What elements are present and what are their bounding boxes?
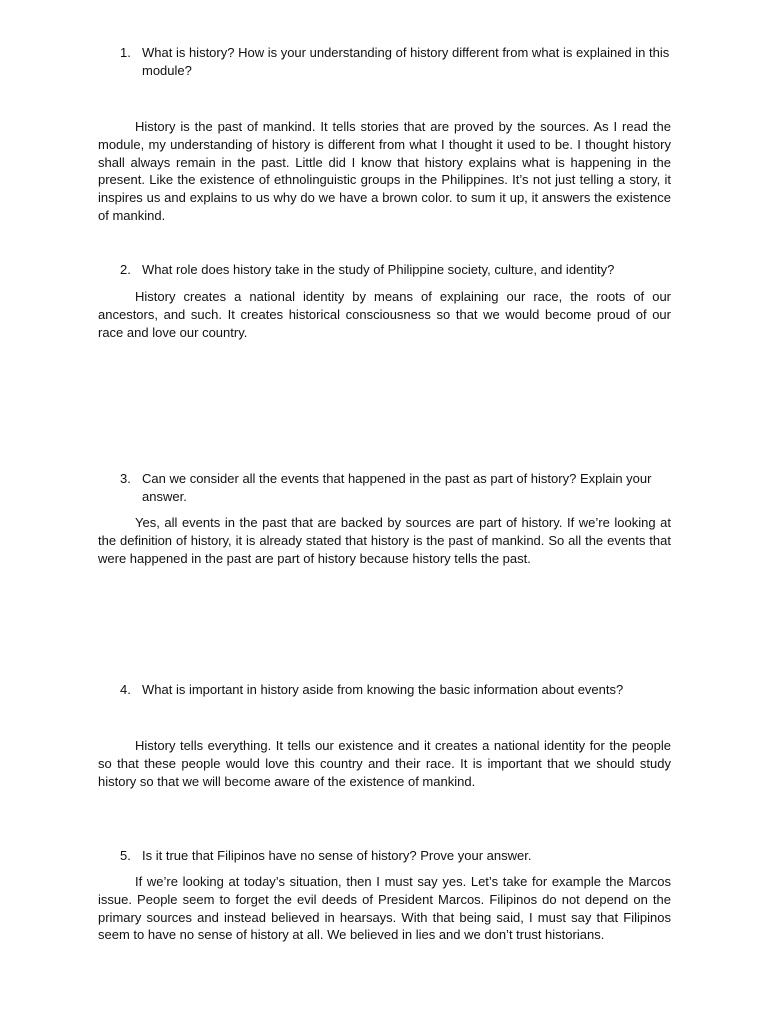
- question-5: [98, 847, 671, 865]
- question-2-number: 2.: [120, 262, 131, 277]
- question-2: [98, 261, 671, 279]
- question-1: [98, 44, 671, 80]
- question-5-prompt: [98, 847, 671, 865]
- answer-2-text: History creates a national identity by means of explaining our race, the roots of our ancestors, and such. It creates historical consciousness so that we would become proud of our race and love our country.: [98, 289, 671, 340]
- answer-4: [98, 737, 671, 790]
- question-3-number: 3.: [120, 471, 131, 486]
- answer-5-text: If we’re looking at today’s situation, then I must say yes. Let’s take for example the Marcos issue. People seem to forget the evil deeds of President Marcos. Filipinos do not depend on the primary sources and instead believed in hearsays. With that being said, I must say that Filipinos seem to have no sense of history at all. We believed in lies and we don’t trust historians.: [98, 874, 671, 943]
- question-5-text: Is it true that Filipinos have no sense of history? Prove your answer.: [142, 848, 532, 863]
- question-1-number: 1.: [120, 45, 131, 60]
- question-2-prompt: [98, 261, 671, 279]
- question-4-prompt: [98, 681, 671, 699]
- answer-4-text: History tells everything. It tells our existence and it creates a national identity for the people so that these people would love this country and their race. It is important that we should study history so that we will become aware of the existence of mankind.: [98, 738, 671, 789]
- answer-3: [98, 514, 671, 567]
- question-5-number: 5.: [120, 848, 131, 863]
- question-1-text: What is history? How is your understanding of history different from what is explained in this module?: [142, 45, 670, 78]
- answer-5: [98, 873, 671, 944]
- answer-3-text: Yes, all events in the past that are backed by sources are part of history. If we’re looking at the definition of history, it is already stated that history is the past of mankind. So all the events that were happened in the past are part of history because history tells the past.: [98, 515, 671, 566]
- question-1-prompt: [98, 44, 671, 80]
- answer-2: [98, 288, 671, 341]
- question-4: [98, 681, 671, 699]
- question-4-number: 4.: [120, 682, 131, 697]
- question-4-text: What is important in history aside from knowing the basic information about events?: [142, 682, 624, 697]
- answer-1: [98, 118, 671, 225]
- question-3-prompt: [98, 470, 671, 506]
- question-3: [98, 470, 671, 506]
- question-2-text: What role does history take in the study of Philippine society, culture, and identity?: [142, 262, 615, 277]
- question-3-text: Can we consider all the events that happened in the past as part of history? Explain your answer.: [142, 471, 652, 504]
- answer-1-text: History is the past of mankind. It tells stories that are proved by the sources. As I read the module, my understanding of history is different from what I thought it used to be. I thought history shall always remain in the past. Little did I know that history explains what is happening in the present. Like the existence of ethnolinguistic groups in the Philippines. It’s not just telling a story, it inspires us and explains to us why do we have a brown color. to sum it up, it answers the existence of mankind.: [98, 119, 671, 223]
